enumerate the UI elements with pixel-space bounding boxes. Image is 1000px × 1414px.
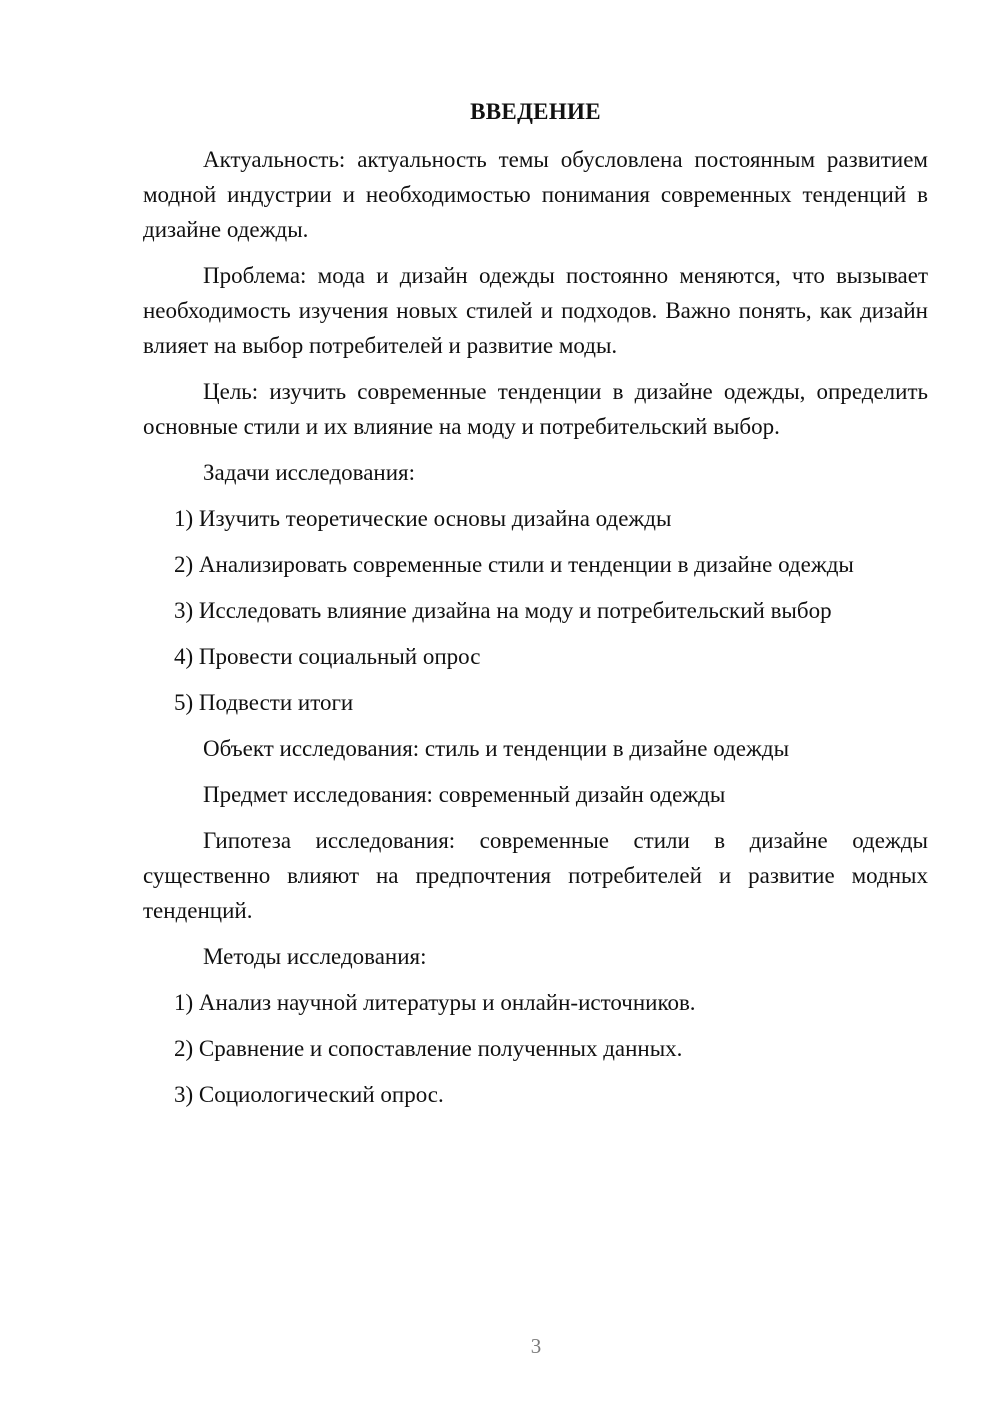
method-item: 3) Социологический опрос. [174,1082,444,1107]
problem-paragraph: Проблема: мода и дизайн одежды постоянно меняются, что вызывает необходимость изучения новых стилей и подходов. Важно понять, как дизайн влияет на выбор потребителей и развитие моды. [143,263,928,358]
method-item: 1) Анализ научной литературы и онлайн-источников. [174,990,696,1015]
method-item: 2) Сравнение и сопоставление полученных данных. [174,1036,683,1061]
page-number: 3 [530,1334,542,1358]
object-line: Объект исследования: стиль и тенденции в дизайне одежды [203,736,790,761]
task-item: 5) Подвести итоги [174,690,354,715]
methods-heading: Методы исследования: [203,944,427,969]
task-item: 3) Исследовать влияние дизайна на моду и потребительский выбор [174,598,832,623]
goal-paragraph: Цель: изучить современные тенденции в дизайне одежды, определить основные стили и их влияние на моду и потребительский выбор. [143,379,928,439]
subject-line: Предмет исследования: современный дизайн одежды [203,782,726,807]
task-item: 2) Анализировать современные стили и тенденции в дизайне одежды [174,552,854,577]
section-title: ВВЕДЕНИЕ [470,99,601,124]
page-content [143,94,928,1123]
hypothesis-paragraph: Гипотеза исследования: современные стили в дизайне одежды существенно влияют на предпочтения потребителей и развитие модных тенденций. [143,828,928,923]
tasks-heading: Задачи исследования: [203,460,416,485]
task-item: 4) Провести социальный опрос [174,644,481,669]
task-item: 1) Изучить теоретические основы дизайна одежды [174,506,672,531]
relevance-paragraph: Актуальность: актуальность темы обусловлена постоянным развитием модной индустрии и необходимостью понимания современных тенденций в дизайне одежды. [143,147,928,242]
